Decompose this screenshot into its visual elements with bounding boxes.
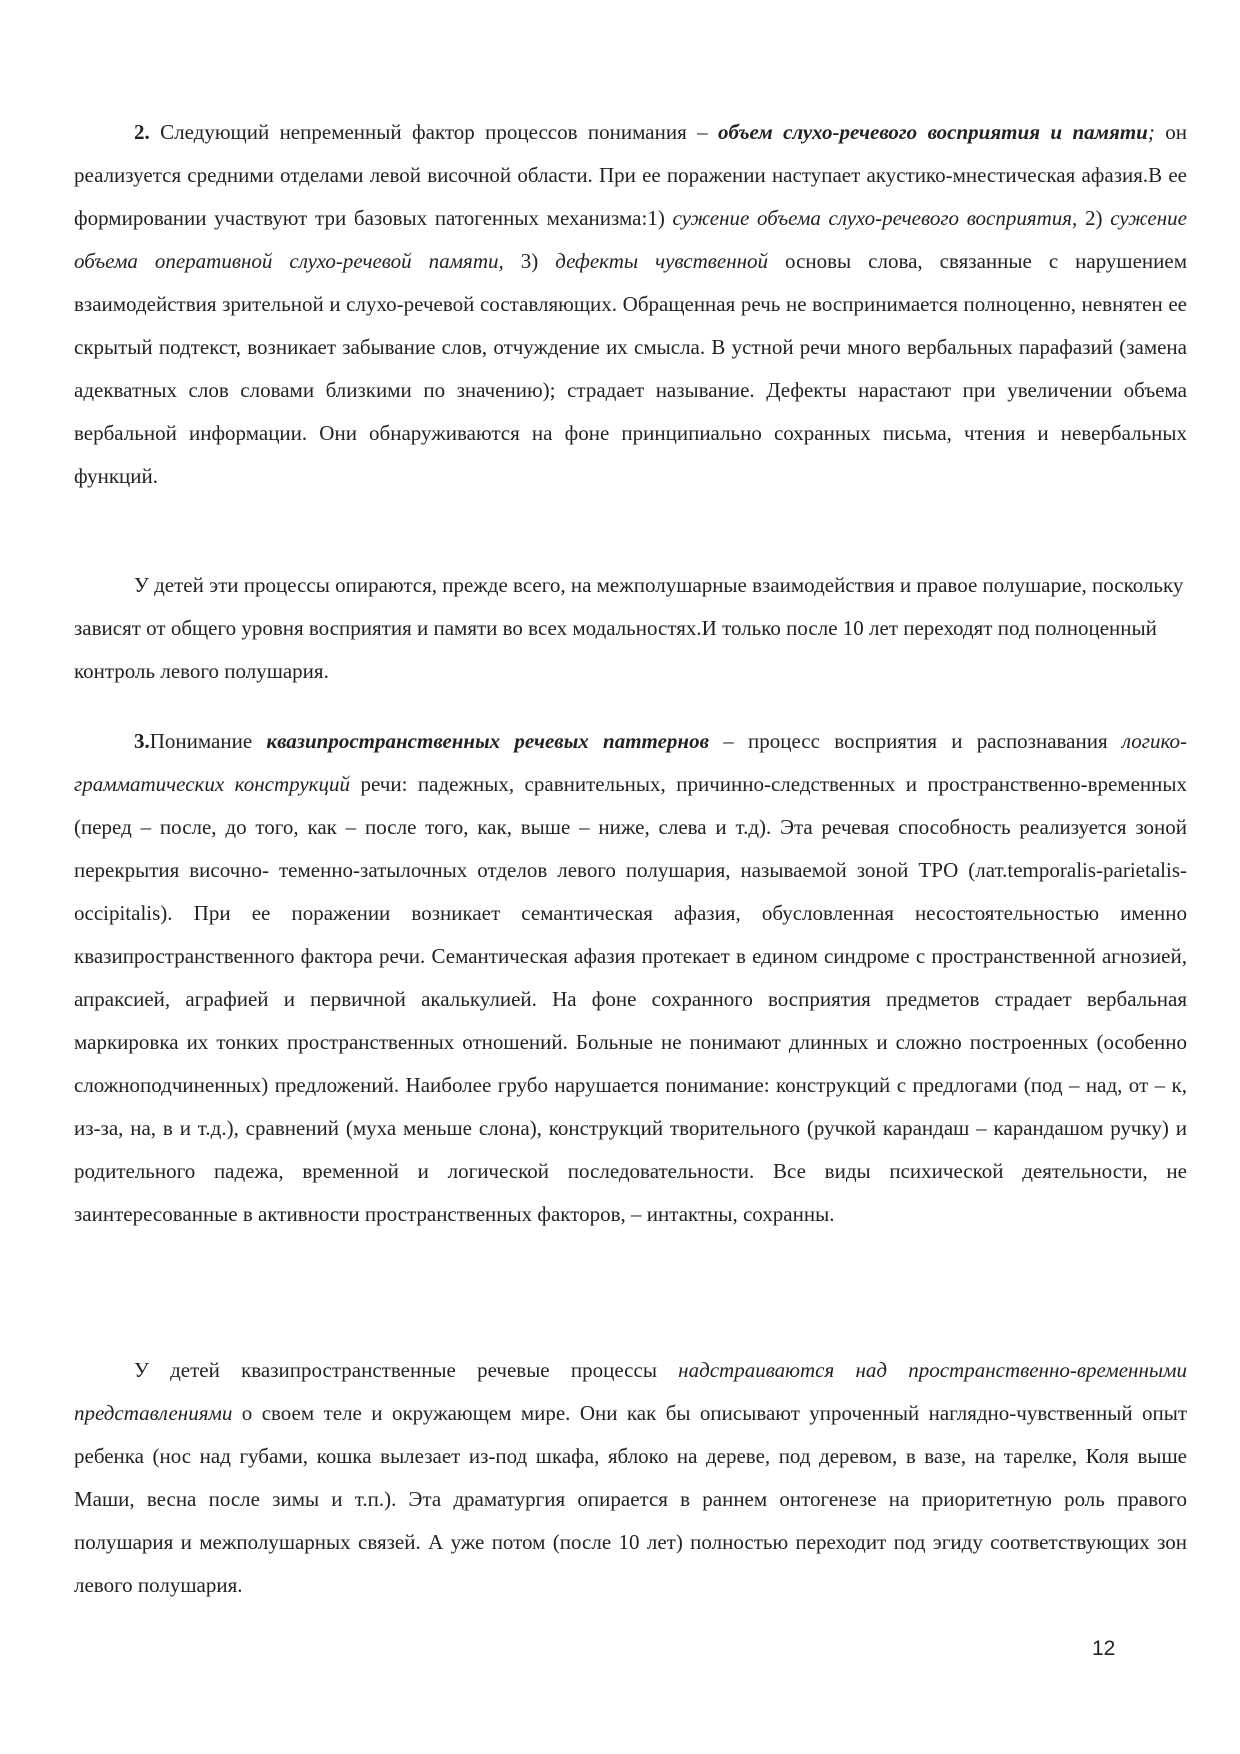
text-run: 2) bbox=[1077, 206, 1111, 230]
italic-term: сужение объема оперативной слухо-речевой памяти, bbox=[74, 206, 1187, 273]
page-number: 12 bbox=[1092, 1637, 1116, 1660]
text-run: Следующий непременный фактор процессов понимания – bbox=[149, 120, 719, 144]
text-run: о своем теле и окружающем мире. Они как бы описывают упроченный наглядно-чувственный опыт ребенка (нос над губами, кошка вылезает из-под шкафа, яблоко на дереве, под деревом, в вазе, на тарелке, Коля выше Маши, весна после зимы и т.п.). Эта драматургия опирается в раннем онтогенезе на приоритетную роль правого полушария и межполушарных связей. А уже потом (после 10 лет) полностью переходит под эгиду соответствующих зон левого полушария. bbox=[74, 1401, 1187, 1597]
italic-term: логико-грамматических конструкций bbox=[74, 729, 1188, 796]
text-run: он реализуется средними отделами левой височной области. При ее поражении наступает акустико-мнестическая афазия.В ее формировании участвуют три базовых патогенных механизма:1) bbox=[74, 120, 1187, 230]
italic-term: надстраиваются над пространственно-временными представлениями bbox=[74, 1358, 1187, 1425]
key-term: объем слухо-речевого восприятия и памяти bbox=[718, 120, 1148, 144]
section-number: 3. bbox=[134, 729, 150, 753]
text-run: – процесс восприятия и распознавания bbox=[708, 729, 1122, 753]
italic-term: дефекты чувственной bbox=[555, 249, 769, 273]
key-term: квазипространственных речевых паттернов bbox=[266, 729, 709, 753]
text-run: речи: падежных, сравнительных, причинно-следственных и пространственно-временных (перед – после, до того, как – после того, как, выше – ниже, слева и т.д). Эта речевая способность реализуется зоной перекрытия височно- теменно-затылочных отделов левого полушария, называемой зоной ТРО (лат.temporalis-parietalis-occipitalis). При ее поражении возникает семантическая афазия, обусловленная несостоятельностью именно квазипространственного фактора речи. Семантическая афазия протекает в едином синдроме с пространственной агнозией, апраксией, аграфией и первичной акалькулией. На фоне сохранного восприятия предметов страдает вербальная маркировка их тонких пространственных отношений. Больные не понимают длинных и сложно построенных (особенно сложноподчиненных) предложений. Наиболее грубо нарушается понимание: конструкций с предлогами (под – над, от – к, из-за, на, в и т.д.), сравнений (муха меньше слона), конструкций творительного (ручкой карандаш – карандашом ручку) и родительного падежа, временной и логической последовательности. Все виды психической деятельности, не заинтересованные в активности пространственных факторов, – интактны, сохранны. bbox=[74, 772, 1188, 1226]
paragraph-children-quasi-spatial bbox=[74, 1349, 1187, 1607]
text-run: 3) bbox=[503, 249, 556, 273]
paragraph-quasi-spatial-patterns bbox=[74, 720, 1187, 1236]
section-number: 2. bbox=[134, 120, 150, 144]
text-run: ; bbox=[1147, 120, 1155, 144]
text-run: основы слова, связанные с нарушением взаимодействия зрительной и слухо-речевой составляющих. Обращенная речь не воспринимается полноценно, невнятен ее скрытый подтекст, возникает забывание слов, отчуждение их смысла. В устной речи много вербальных парафазий (замена адекватных слов словами близкими по значению); страдает называние. Дефекты нарастают при увеличении объема вербальной информации. Они обнаруживаются на фоне принципиально сохранных письма, чтения и невербальных функций. bbox=[74, 249, 1188, 488]
text-run: У детей эти процессы опираются, прежде всего, на межполушарные взаимодействия и правое полушарие, поскольку зависят от общего уровня восприятия и памяти во всех модальностях.И только после 10 лет переходят под полноценный контроль левого полушария. bbox=[74, 573, 1184, 683]
italic-term: сужение объема слухо-речевого восприятия, bbox=[672, 206, 1078, 230]
text-run: У детей квазипространственные речевые процессы bbox=[134, 1358, 679, 1382]
paragraph-children-memory bbox=[74, 564, 1187, 693]
paragraph-auditory-verbal-memory bbox=[74, 111, 1187, 498]
text-run: Понимание bbox=[149, 729, 267, 753]
